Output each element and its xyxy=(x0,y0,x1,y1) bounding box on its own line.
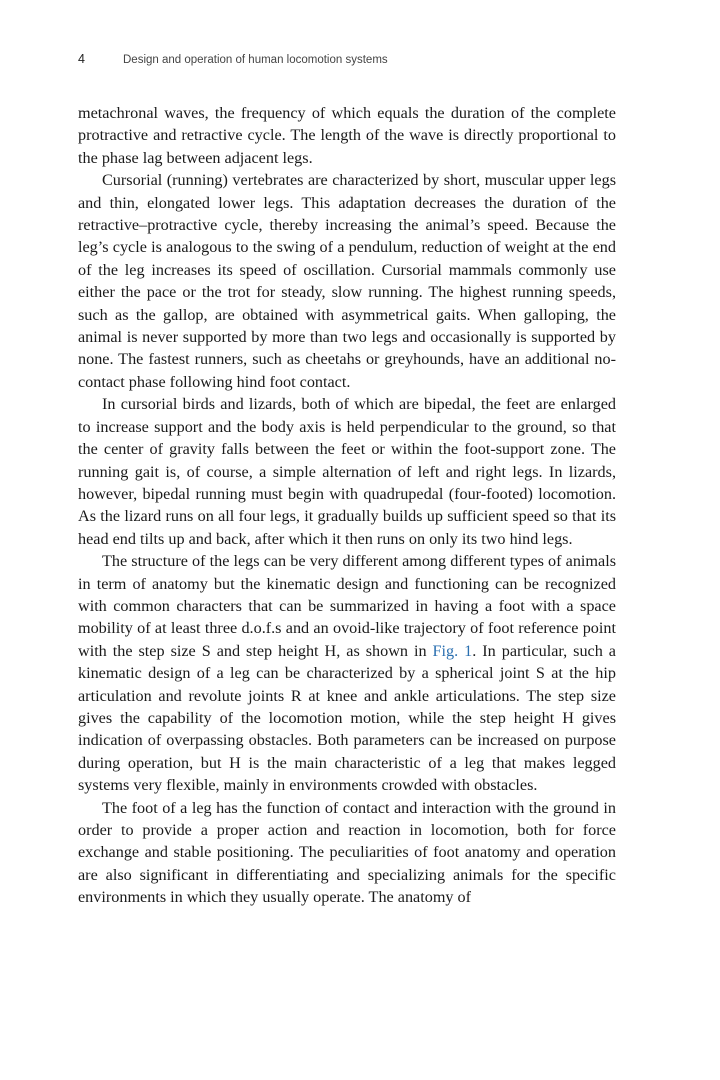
paragraph-1: metachronal waves, the frequency of which equals the duration of the complete protractive and retractive cycle. The length of the wave is directly proportional to the phase lag between adjacent legs. xyxy=(78,104,616,167)
figure-1-link[interactable]: Fig. 1 xyxy=(432,641,473,660)
paragraph-4-part-1: The structure of the legs can be very different among different types of animals in term of anatomy but the kinematic design and functioning can be recognized with common characters that can be summarized in having a foot with a space mobility of at least three d.o.f.s and an ovoid-like trajectory of foot reference point with the step size S and step height H, as shown in xyxy=(78,552,616,660)
running-title: Design and operation of human locomotion systems xyxy=(123,54,388,66)
running-head xyxy=(78,52,616,66)
paragraph-4 xyxy=(78,550,616,796)
paragraph-4-part-2: . In particular, such a kinematic design of a leg can be characterized by a spherical joint S at the hip articulation and revolute joints R at knee and ankle articulations. The step size gives the capability of the locomotion motion, while the step height H gives indication of overpassing obstacles. Both parameters can be increased on purpose during operation, but H is the main characteristic of a leg that makes legged systems very flexible, mainly in environments crowded with obstacles. xyxy=(78,641,616,795)
paragraph-2: Cursorial (running) vertebrates are characterized by short, muscular upper legs and thin, elongated lower legs. This adaptation decreases the duration of the retractive–protractive cycle, thereby increasing the animal’s speed. Because the leg’s cycle is analogous to the swing of a pendulum, reduction of weight at the end of the leg increases its speed of oscillation. Cursorial mammals commonly use either the pace or the trot for steady, slow running. The highest running speeds, such as the gallop, are obtained with asymmetrical gaits. When galloping, the animal is never supported by more than two legs and occasionally is supported by none. The fastest runners, such as cheetahs or greyhounds, have an additional no-contact phase following hind foot contact. xyxy=(78,171,616,391)
page-number: 4 xyxy=(78,52,85,66)
body-text xyxy=(78,102,616,909)
paragraph-5: The foot of a leg has the function of contact and interaction with the ground in order to provide a proper action and reaction in locomotion, both for force exchange and stable positioning. The peculiarities of foot anatomy and operation are also significant in differentiating and specializing animals for the specific environments in which they usually operate. The anatomy of xyxy=(78,798,616,907)
paragraph-3: In cursorial birds and lizards, both of which are bipedal, the feet are enlarged to increase support and the body axis is held perpendicular to the ground, so that the center of gravity falls between the feet or within the foot-support zone. The running gait is, of course, a simple alternation of left and right legs. In lizards, however, bipedal running must begin with quadrupedal (four-footed) locomotion. As the lizard runs on all four legs, it gradually builds up sufficient speed so that its head end tilts up and back, after which it then runs on only its two hind legs. xyxy=(78,395,616,548)
